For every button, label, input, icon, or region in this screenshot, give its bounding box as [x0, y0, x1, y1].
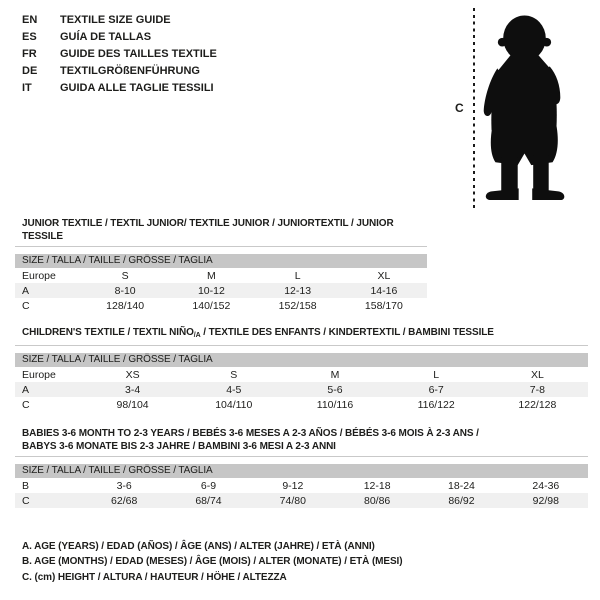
size-cell: 122/128 [518, 398, 557, 411]
row-label: C [22, 494, 30, 507]
size-cell: 18-24 [448, 479, 475, 492]
size-cell: 110/116 [316, 398, 354, 411]
language-label: GUÍA DE TALLAS [60, 30, 152, 43]
size-cell: 3-4 [125, 383, 141, 396]
size-cell: S [121, 269, 129, 282]
size-cell: M [330, 368, 340, 381]
size-cell: 12-13 [284, 284, 312, 297]
row-label: A [22, 383, 30, 396]
language-list [22, 11, 217, 96]
size-cell: 68/74 [195, 494, 222, 507]
size-cell: 62/68 [111, 494, 138, 507]
size-cell: 104/110 [215, 398, 253, 411]
size-header-bar: SIZE / TALLA / TAILLE / GRÖSSE / TAGLIA [15, 254, 427, 268]
size-header-bar: SIZE / TALLA / TAILLE / GRÖSSE / TAGLIA [15, 464, 588, 478]
size-cell: 98/104 [116, 398, 149, 411]
language-code: ES [22, 30, 37, 43]
size-cell: 80/86 [364, 494, 391, 507]
language-code: IT [22, 81, 32, 94]
language-row [22, 45, 217, 62]
size-cell: S [230, 368, 238, 381]
size-cell: 14-16 [370, 284, 398, 297]
size-cell: 9-12 [282, 479, 304, 492]
size-cell: 92/98 [532, 494, 559, 507]
height-measure-label: C [455, 101, 464, 115]
language-row [22, 62, 217, 79]
size-cell: L [433, 368, 440, 381]
table-row [15, 283, 427, 298]
size-cell: 3-6 [116, 479, 132, 492]
size-cell: 7-8 [529, 383, 545, 396]
table-title-segment: /A [193, 332, 201, 339]
size-cell: 116/122 [417, 398, 455, 411]
table-title-segment: JUNIOR TEXTILE / TEXTIL JUNIOR/ TEXTILE JUNIOR / JUNIORTEXTIL / JUNIOR TESSILE [22, 218, 394, 242]
footnote-line: C. (cm) HEIGHT / ALTURA / HAUTEUR / HÖHE / ALTEZZA [22, 571, 287, 583]
row-label: B [22, 479, 30, 492]
toddler-silhouette-icon [478, 9, 570, 209]
language-label: TEXTILGRÖßENFÜHRUNG [60, 64, 200, 77]
size-cell: M [207, 269, 216, 282]
table-row [15, 268, 427, 283]
size-cell: 24-36 [532, 479, 560, 492]
size-cell: XL [377, 269, 391, 282]
table-title [22, 217, 427, 243]
table-top-rule [15, 246, 427, 247]
table-row [15, 478, 588, 493]
size-header-bar: SIZE / TALLA / TAILLE / GRÖSSE / TAGLIA [15, 353, 588, 367]
row-label: Europe [22, 368, 56, 381]
size-cell: 152/158 [278, 299, 317, 312]
size-cell: L [294, 269, 301, 282]
row-label: A [22, 284, 30, 297]
size-cell: 158/170 [364, 299, 403, 312]
size-table-block [15, 217, 427, 313]
table-title-segment: BABYS 3-6 MONATE BIS 2-3 JAHRE / BAMBINI 3-6 MESI A 2-3 ANNI [22, 441, 336, 452]
size-table [15, 367, 588, 412]
size-cell: 74/80 [279, 494, 306, 507]
table-top-rule [15, 456, 588, 457]
row-label: C [22, 299, 30, 312]
footnote-line: B. AGE (MONTHS) / EDAD (MESES) / ÂGE (MOIS) / ALTER (MONATE) / ETÀ (MESI) [22, 556, 403, 568]
table-title [22, 427, 588, 453]
size-cell: 128/140 [106, 299, 145, 312]
table-title-segment: / TEXTILE DES ENFANTS / KINDERTEXTIL / BAMBINI TESSILE [200, 327, 494, 338]
size-cell: 8-10 [114, 284, 136, 297]
table-row [15, 397, 588, 412]
table-title [22, 326, 588, 342]
size-cell: 6-7 [428, 383, 444, 396]
size-table-block [15, 326, 588, 412]
size-cell: 86/92 [448, 494, 475, 507]
size-table [15, 478, 588, 508]
language-row [22, 28, 217, 45]
size-cell: 6-9 [200, 479, 217, 492]
size-cell: XS [125, 368, 140, 381]
height-measure-line [473, 8, 475, 211]
size-cell: 5-6 [327, 383, 343, 396]
footnote-line: A. AGE (YEARS) / EDAD (AÑOS) / ÂGE (ANS) / ALTER (JAHRE) / ETÀ (ANNI) [22, 541, 375, 552]
table-row [15, 382, 588, 397]
language-label: TEXTILE SIZE GUIDE [60, 13, 171, 26]
table-title-segment: CHILDREN'S TEXTILE / TEXTIL NIÑO [22, 327, 194, 338]
size-table-block [15, 427, 588, 508]
table-row [15, 367, 588, 382]
table-row [15, 493, 588, 508]
language-code: FR [22, 47, 37, 60]
size-cell: 140/152 [192, 299, 231, 312]
size-cell: XL [530, 368, 544, 381]
size-cell: 12-18 [363, 479, 391, 492]
footnotes [15, 539, 402, 585]
row-label: Europe [22, 269, 56, 282]
size-table [15, 268, 427, 313]
language-label: GUIDE DES TAILLES TEXTILE [60, 47, 217, 60]
table-title-segment: BABIES 3-6 MONTH TO 2-3 YEARS / BEBÉS 3-6 MESES A 2-3 AÑOS / BÉBÉS 3-6 MOIS À 2-3 ANS / [22, 428, 479, 439]
size-cell: 4-5 [226, 383, 242, 396]
language-code: DE [22, 64, 38, 77]
table-row [15, 298, 427, 313]
language-row [22, 11, 217, 28]
row-label: C [22, 398, 30, 411]
language-row [22, 79, 217, 96]
table-top-rule [15, 345, 588, 346]
language-label: GUIDA ALLE TAGLIE TESSILI [60, 81, 214, 94]
language-code: EN [22, 13, 38, 26]
size-cell: 10-12 [197, 284, 225, 297]
